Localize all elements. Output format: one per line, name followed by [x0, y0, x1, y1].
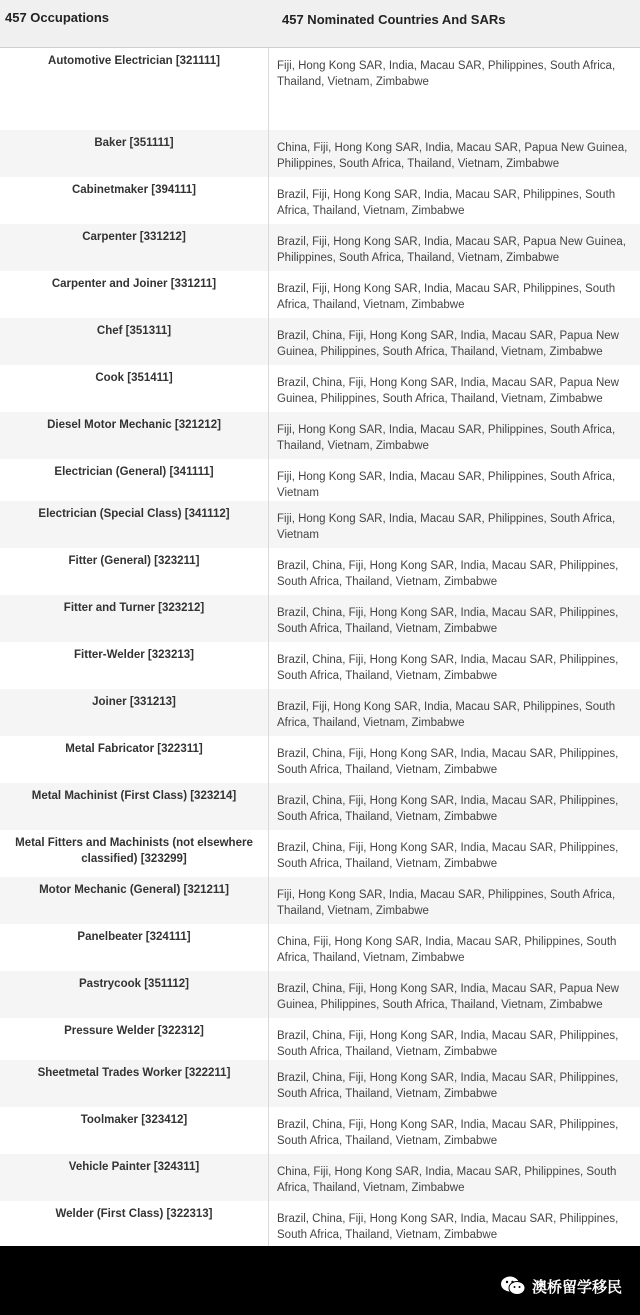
table-row — [0, 924, 640, 971]
brand — [500, 1275, 622, 1297]
wechat-icon — [500, 1275, 526, 1297]
table-row — [0, 548, 640, 595]
occupation-cell: Pressure Welder [322312] — [64, 1025, 204, 1037]
countries-cell: Brazil, Fiji, Hong Kong SAR, India, Macau SAR, Papua New Guinea, Philippines, South Africa, Thailand, Vietnam, Zimbabwe — [268, 224, 640, 271]
countries-cell: Fiji, Hong Kong SAR, India, Macau SAR, Philippines, South Africa, Vietnam — [268, 501, 640, 548]
countries-cell: Brazil, China, Fiji, Hong Kong SAR, India, Macau SAR, Philippines, South Africa, Thailand, Vietnam, Zimbabwe — [268, 736, 640, 783]
occupation-cell: Automotive Electrician [321111] — [48, 55, 220, 67]
occupation-cell: Cook [351411] — [95, 372, 173, 384]
countries-cell: Brazil, China, Fiji, Hong Kong SAR, India, Macau SAR, Philippines, South Africa, Thailand, Vietnam, Zimbabwe — [268, 1060, 640, 1107]
countries-cell: Brazil, China, Fiji, Hong Kong SAR, India, Macau SAR, Philippines, South Africa, Thailand, Vietnam, Zimbabwe — [268, 595, 640, 642]
table-body — [0, 48, 640, 1247]
occupation-cell: Electrician (Special Class) [341112] — [38, 508, 230, 520]
countries-cell: China, Fiji, Hong Kong SAR, India, Macau SAR, Papua New Guinea, Philippines, South Africa, Thailand, Vietnam, Zimbabwe — [268, 130, 640, 177]
countries-cell: Brazil, Fiji, Hong Kong SAR, India, Macau SAR, Philippines, South Africa, Thailand, Vietnam, Zimbabwe — [268, 177, 640, 224]
occupation-cell: Vehicle Painter [324311] — [68, 1161, 200, 1173]
occupation-cell: Joiner [331213] — [92, 696, 176, 708]
occupation-cell: Diesel Motor Mechanic [321212] — [47, 419, 221, 431]
countries-cell: Fiji, Hong Kong SAR, India, Macau SAR, Philippines, South Africa, Thailand, Vietnam, Zimbabwe — [268, 48, 640, 130]
countries-cell: Brazil, China, Fiji, Hong Kong SAR, India, Macau SAR, Philippines, South Africa, Thailand, Vietnam, Zimbabwe — [268, 1201, 640, 1247]
occupation-cell: Pastrycook [351112] — [79, 978, 189, 990]
table-row — [0, 971, 640, 1018]
table-row — [0, 130, 640, 177]
table-row — [0, 224, 640, 271]
table-header — [0, 0, 640, 48]
occupation-cell: Metal Fitters and Machinists (not elsewhere classified) [323299] — [15, 837, 253, 865]
occupation-cell: Carpenter [331212] — [82, 231, 186, 243]
occupation-cell: Fitter-Welder [323213] — [74, 649, 194, 661]
occupation-cell: Motor Mechanic (General) [321211] — [39, 884, 229, 896]
header-countries: 457 Nominated Countries And SARs — [282, 12, 506, 27]
countries-cell: Brazil, China, Fiji, Hong Kong SAR, India, Macau SAR, Philippines, South Africa, Thailand, Vietnam, Zimbabwe — [268, 783, 640, 830]
footer-bar — [0, 1246, 640, 1315]
table-row — [0, 1018, 640, 1060]
occupation-cell: Fitter (General) [323211] — [68, 555, 200, 567]
table-row — [0, 271, 640, 318]
occupation-cell: Chef [351311] — [96, 325, 172, 337]
occupation-cell: Carpenter and Joiner [331211] — [51, 278, 217, 290]
table-row — [0, 412, 640, 459]
occupation-cell: Metal Machinist (First Class) [323214] — [31, 790, 237, 802]
table-row — [0, 1107, 640, 1154]
occupation-cell: Panelbeater [324111] — [77, 931, 191, 943]
countries-cell: Brazil, China, Fiji, Hong Kong SAR, India, Macau SAR, Philippines, South Africa, Thailand, Vietnam, Zimbabwe — [268, 642, 640, 689]
occupation-cell: Cabinetmaker [394111] — [71, 184, 197, 196]
countries-cell: Brazil, China, Fiji, Hong Kong SAR, India, Macau SAR, Papua New Guinea, Philippines, South Africa, Thailand, Vietnam, Zimbabwe — [268, 318, 640, 365]
occupation-cell: Welder (First Class) [322313] — [55, 1208, 213, 1220]
occupation-cell: Baker [351111] — [94, 137, 174, 149]
occupation-cell: Toolmaker [323412] — [80, 1114, 188, 1126]
table-row — [0, 177, 640, 224]
table-row — [0, 736, 640, 783]
table-row — [0, 1201, 640, 1247]
countries-cell: Brazil, China, Fiji, Hong Kong SAR, India, Macau SAR, Papua New Guinea, Philippines, South Africa, Thailand, Vietnam, Zimbabwe — [268, 971, 640, 1018]
countries-cell: Fiji, Hong Kong SAR, India, Macau SAR, Philippines, South Africa, Thailand, Vietnam, Zimbabwe — [268, 412, 640, 459]
countries-cell: China, Fiji, Hong Kong SAR, India, Macau SAR, Philippines, South Africa, Thailand, Vietnam, Zimbabwe — [268, 1154, 640, 1201]
countries-cell: Brazil, Fiji, Hong Kong SAR, India, Macau SAR, Philippines, South Africa, Thailand, Vietnam, Zimbabwe — [268, 689, 640, 736]
table-row — [0, 459, 640, 501]
countries-cell: Brazil, China, Fiji, Hong Kong SAR, India, Macau SAR, Papua New Guinea, Philippines, South Africa, Thailand, Vietnam, Zimbabwe — [268, 365, 640, 412]
table-row — [0, 48, 640, 130]
table-row — [0, 1060, 640, 1107]
countries-cell: China, Fiji, Hong Kong SAR, India, Macau SAR, Philippines, South Africa, Thailand, Vietnam, Zimbabwe — [268, 924, 640, 971]
countries-cell: Brazil, China, Fiji, Hong Kong SAR, India, Macau SAR, Philippines, South Africa, Thailand, Vietnam, Zimbabwe — [268, 830, 640, 877]
table-row — [0, 318, 640, 365]
brand-text: 澳桥留学移民 — [531, 1278, 622, 1296]
countries-cell: Fiji, Hong Kong SAR, India, Macau SAR, Philippines, South Africa, Thailand, Vietnam, Zimbabwe — [268, 877, 640, 924]
countries-cell: Brazil, China, Fiji, Hong Kong SAR, India, Macau SAR, Philippines, South Africa, Thailand, Vietnam, Zimbabwe — [268, 548, 640, 595]
occupation-cell: Electrician (General) [341111] — [54, 466, 214, 478]
table-row — [0, 501, 640, 548]
occupation-cell: Metal Fabricator [322311] — [65, 743, 203, 755]
table-row — [0, 365, 640, 412]
occupation-cell: Sheetmetal Trades Worker [322211] — [37, 1067, 231, 1079]
countries-cell: Brazil, China, Fiji, Hong Kong SAR, India, Macau SAR, Philippines, South Africa, Thailand, Vietnam, Zimbabwe — [268, 1107, 640, 1154]
countries-cell: Brazil, Fiji, Hong Kong SAR, India, Macau SAR, Philippines, South Africa, Thailand, Vietnam, Zimbabwe — [268, 271, 640, 318]
table-row — [0, 830, 640, 877]
countries-cell: Fiji, Hong Kong SAR, India, Macau SAR, Philippines, South Africa, Vietnam — [268, 459, 640, 501]
occupation-cell: Fitter and Turner [323212] — [63, 602, 205, 614]
table-row — [0, 783, 640, 830]
table-row — [0, 877, 640, 924]
table-row — [0, 642, 640, 689]
table-row — [0, 1154, 640, 1201]
table-row — [0, 595, 640, 642]
countries-cell: Brazil, China, Fiji, Hong Kong SAR, India, Macau SAR, Philippines, South Africa, Thailand, Vietnam, Zimbabwe — [268, 1018, 640, 1060]
table-row — [0, 689, 640, 736]
header-occupations: 457 Occupations — [5, 10, 110, 25]
